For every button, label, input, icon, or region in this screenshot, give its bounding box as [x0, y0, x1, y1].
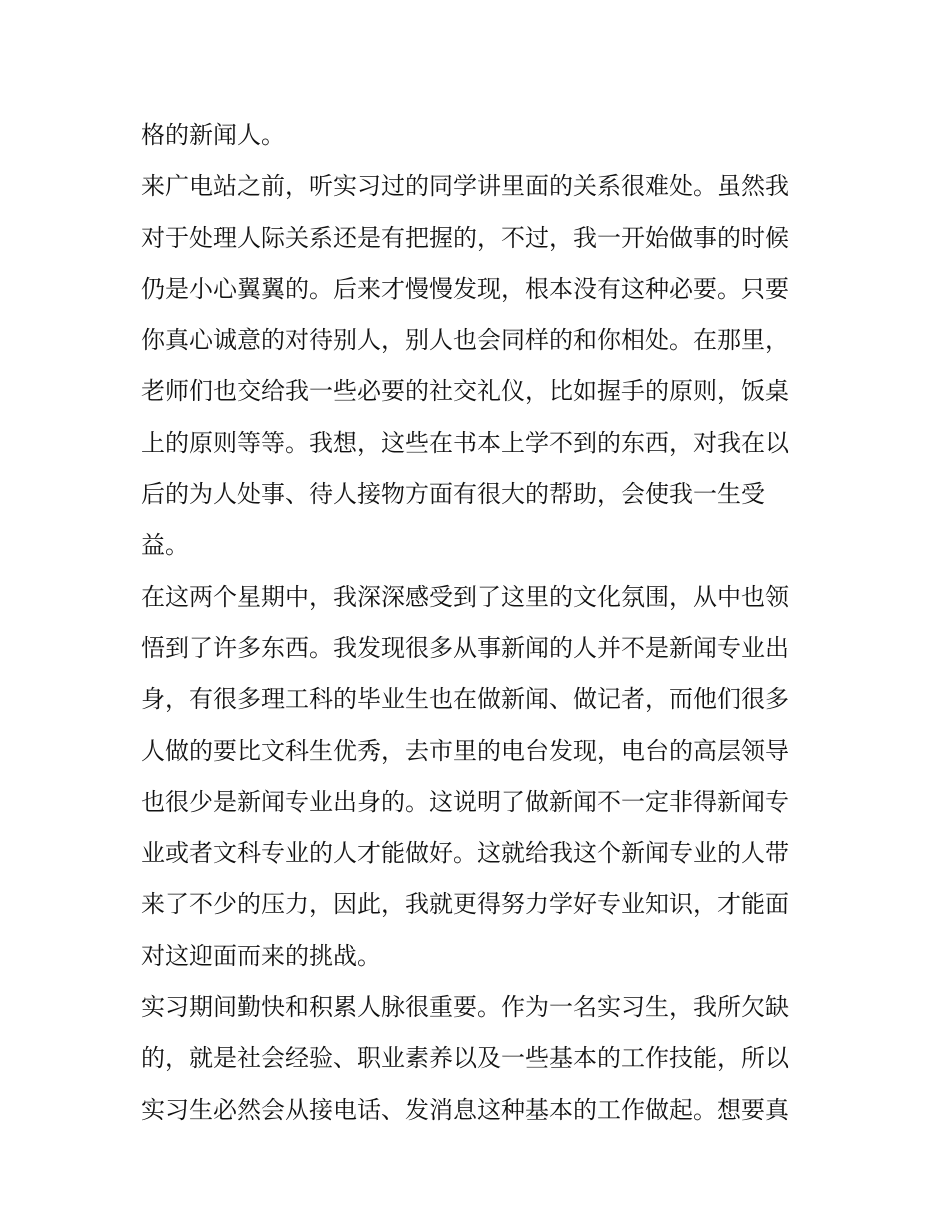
text-line: 在这两个星期中，我深深感受到了这里的文化氛围，从中也领	[141, 582, 789, 611]
text-line: 实习生必然会从接电话、发消息这种基本的工作做起。想要真	[141, 1095, 789, 1124]
text-line: 后的为人处事、待人接物方面有很大的帮助，会使我一生受	[141, 480, 765, 509]
text-line: 你真心诚意的对待别人，别人也会同样的和你相处。在那里，	[141, 326, 789, 355]
text-line: 也很少是新闻专业出身的。这说明了做新闻不一定非得新闻专	[141, 787, 789, 816]
text-line: 对于处理人际关系还是有把握的，不过，我一开始做事的时候	[141, 223, 789, 252]
body-text	[141, 110, 817, 1136]
text-line: 老师们也交给我一些必要的社交礼仪，比如握手的原则，饭桌	[141, 377, 789, 406]
text-line: 业或者文科专业的人才能做好。这就给我这个新闻专业的人带	[141, 839, 789, 868]
text-line: 的，就是社会经验、职业素养以及一些基本的工作技能，所以	[141, 1044, 789, 1073]
text-line: 益。	[141, 531, 189, 560]
text-line: 上的原则等等。我想，这些在书本上学不到的东西，对我在以	[141, 428, 789, 457]
text-line: 实习期间勤快和积累人脉很重要。作为一名实习生，我所欠缺	[141, 993, 789, 1022]
text-line: 仍是小心翼翼的。后来才慢慢发现，根本没有这种必要。只要	[141, 274, 789, 303]
text-line: 人做的要比文科生优秀，去市里的电台发现，电台的高层领导	[141, 736, 789, 765]
text-line: 来了不少的压力，因此，我就更得努力学好专业知识，才能面	[141, 890, 789, 919]
text-line: 对这迎面而来的挑战。	[141, 941, 381, 970]
text-line: 格的新闻人。	[141, 121, 285, 149]
text-line: 身，有很多理工科的毕业生也在做新闻、做记者，而他们很多	[141, 685, 789, 714]
text-line: 悟到了许多东西。我发现很多从事新闻的人并不是新闻专业出	[141, 633, 789, 662]
text-line: 来广电站之前，听实习过的同学讲里面的关系很难处。虽然我	[141, 172, 789, 201]
